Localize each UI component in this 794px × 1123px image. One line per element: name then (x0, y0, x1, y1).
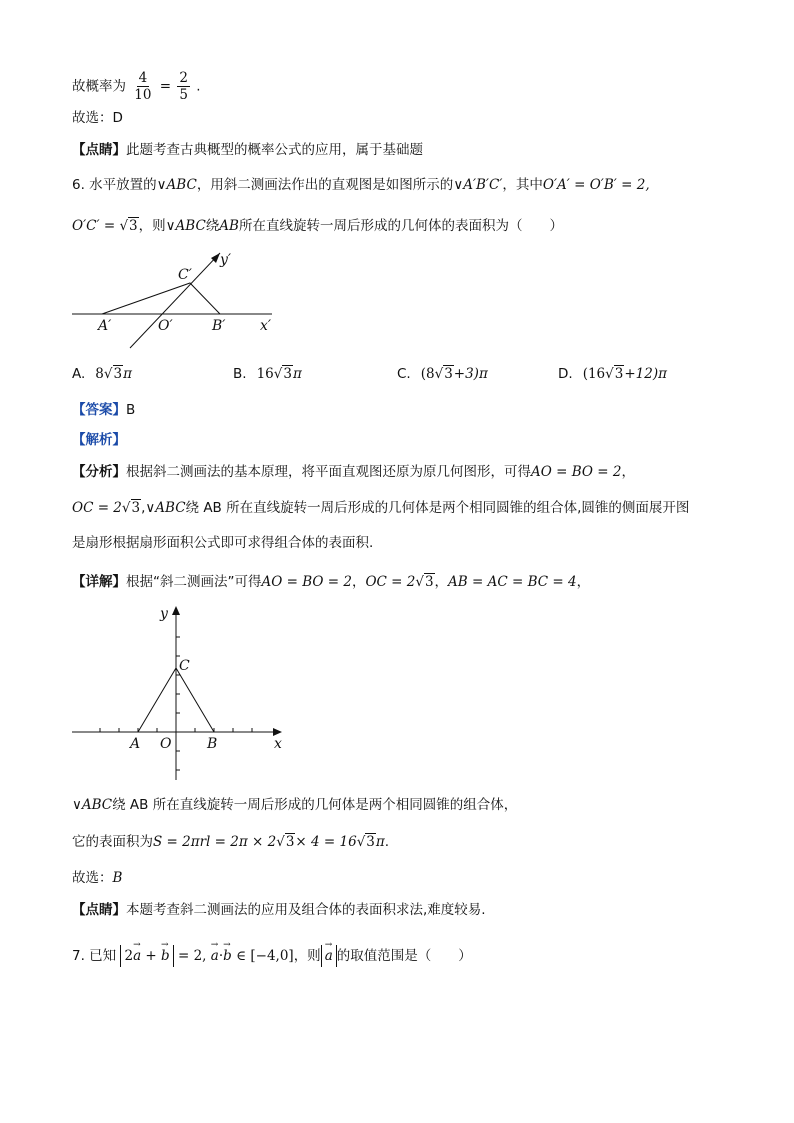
label-b: B (207, 736, 218, 752)
option-b[interactable]: B. 16√3π (233, 366, 302, 382)
label-x: x (274, 736, 282, 752)
oblique-view-figure (68, 248, 288, 356)
option-d[interactable]: D. (16√3+12)π (558, 366, 667, 382)
sqrt-3: √3 (119, 218, 138, 234)
label-a: A (130, 736, 141, 752)
triangle-abc-prime (102, 283, 220, 314)
label-a-prime: A′ (98, 318, 112, 334)
original-triangle-figure (68, 600, 298, 785)
y-axis-arrow (172, 606, 180, 615)
y-axis-ticks (176, 637, 180, 770)
analysis-line-1: 【分析】根据斜二测画法的基本原理，将平面直观图还原为原几何图形，可得AO = BO = 2， (72, 464, 635, 480)
label-c-prime: C′ (178, 267, 192, 283)
probability-lead: 故概率为 (72, 78, 126, 95)
label-y: y (160, 606, 168, 622)
answer-line: 【答案】B (72, 402, 136, 418)
question-7: 7. 已知 2→ a + → b = 2, → a·→ b ∈ [−4,0]，则→ a 的取值范围是（ ） (72, 944, 472, 968)
question-6-line-2: O′C′ = √3，则∨ABC绕AB所在直线旋转一周后形成的几何体的表面积为（ ） (72, 218, 563, 234)
probability-line: 故概率为 $\frac{4}{10}$ = $\frac{2}{5}$ . (72, 70, 201, 103)
conclusion-line-1: ∨ABC绕 AB 所在直线旋转一周后形成的几何体是两个相同圆锥的组合体， (72, 797, 518, 813)
label-c: C (179, 658, 190, 674)
analysis-line-2: OC = 2√3,∨ABC绕 AB 所在直线旋转一周后形成的几何体是两个相同圆锥的组合体,圆锥的侧面展开图 (72, 500, 690, 516)
abs-2a-plus-b: 2→ a + → b (120, 945, 173, 967)
comment-line: 【点睛】此题考查古典概型的概率公式的应用，属于基础题 (72, 142, 423, 158)
label-x-prime: x′ (260, 318, 272, 334)
analysis-line-3: 是扇形根据扇形面积公式即可求得组合体的表面积. (72, 535, 374, 551)
abs-a: → a (321, 945, 337, 967)
option-c[interactable]: C. (8√3+3)π (397, 366, 488, 382)
fraction-4-10: $\frac{4}{10}$ (134, 70, 152, 103)
analysis-heading: 【解析】 (72, 432, 126, 448)
option-a[interactable]: A. 8√3π (72, 366, 132, 382)
label-o: O (160, 736, 172, 752)
detail-line-1: 【详解】根据“斜二测画法”可得AO = BO = 2，OC = 2√3，AB = AC = BC = 4， (72, 574, 591, 590)
question-6-line-1: 6. 水平放置的∨ABC，用斜二测画法作出的直观图是如图所示的∨A′B′C′，其中O′A′ = O′B′ = 2, (72, 177, 650, 193)
label-b-prime: B′ (212, 318, 226, 334)
fraction-2-5: $\frac{2}{5}$ (179, 70, 188, 103)
conclusion-line-3: 故选：B (72, 870, 123, 886)
choice-line-d: 故选：D (72, 110, 123, 126)
x-axis-arrow (273, 728, 282, 736)
label-y-prime: y′ (220, 252, 232, 268)
conclusion-line-2: 它的表面积为S = 2πrl = 2π × 2√3× 4 = 16√3π. (72, 834, 390, 850)
conclusion-line-4: 【点睛】本题考查斜二测画法的应用及组合体的表面积求法,难度较易. (72, 902, 486, 918)
label-o-prime: O′ (158, 318, 173, 334)
